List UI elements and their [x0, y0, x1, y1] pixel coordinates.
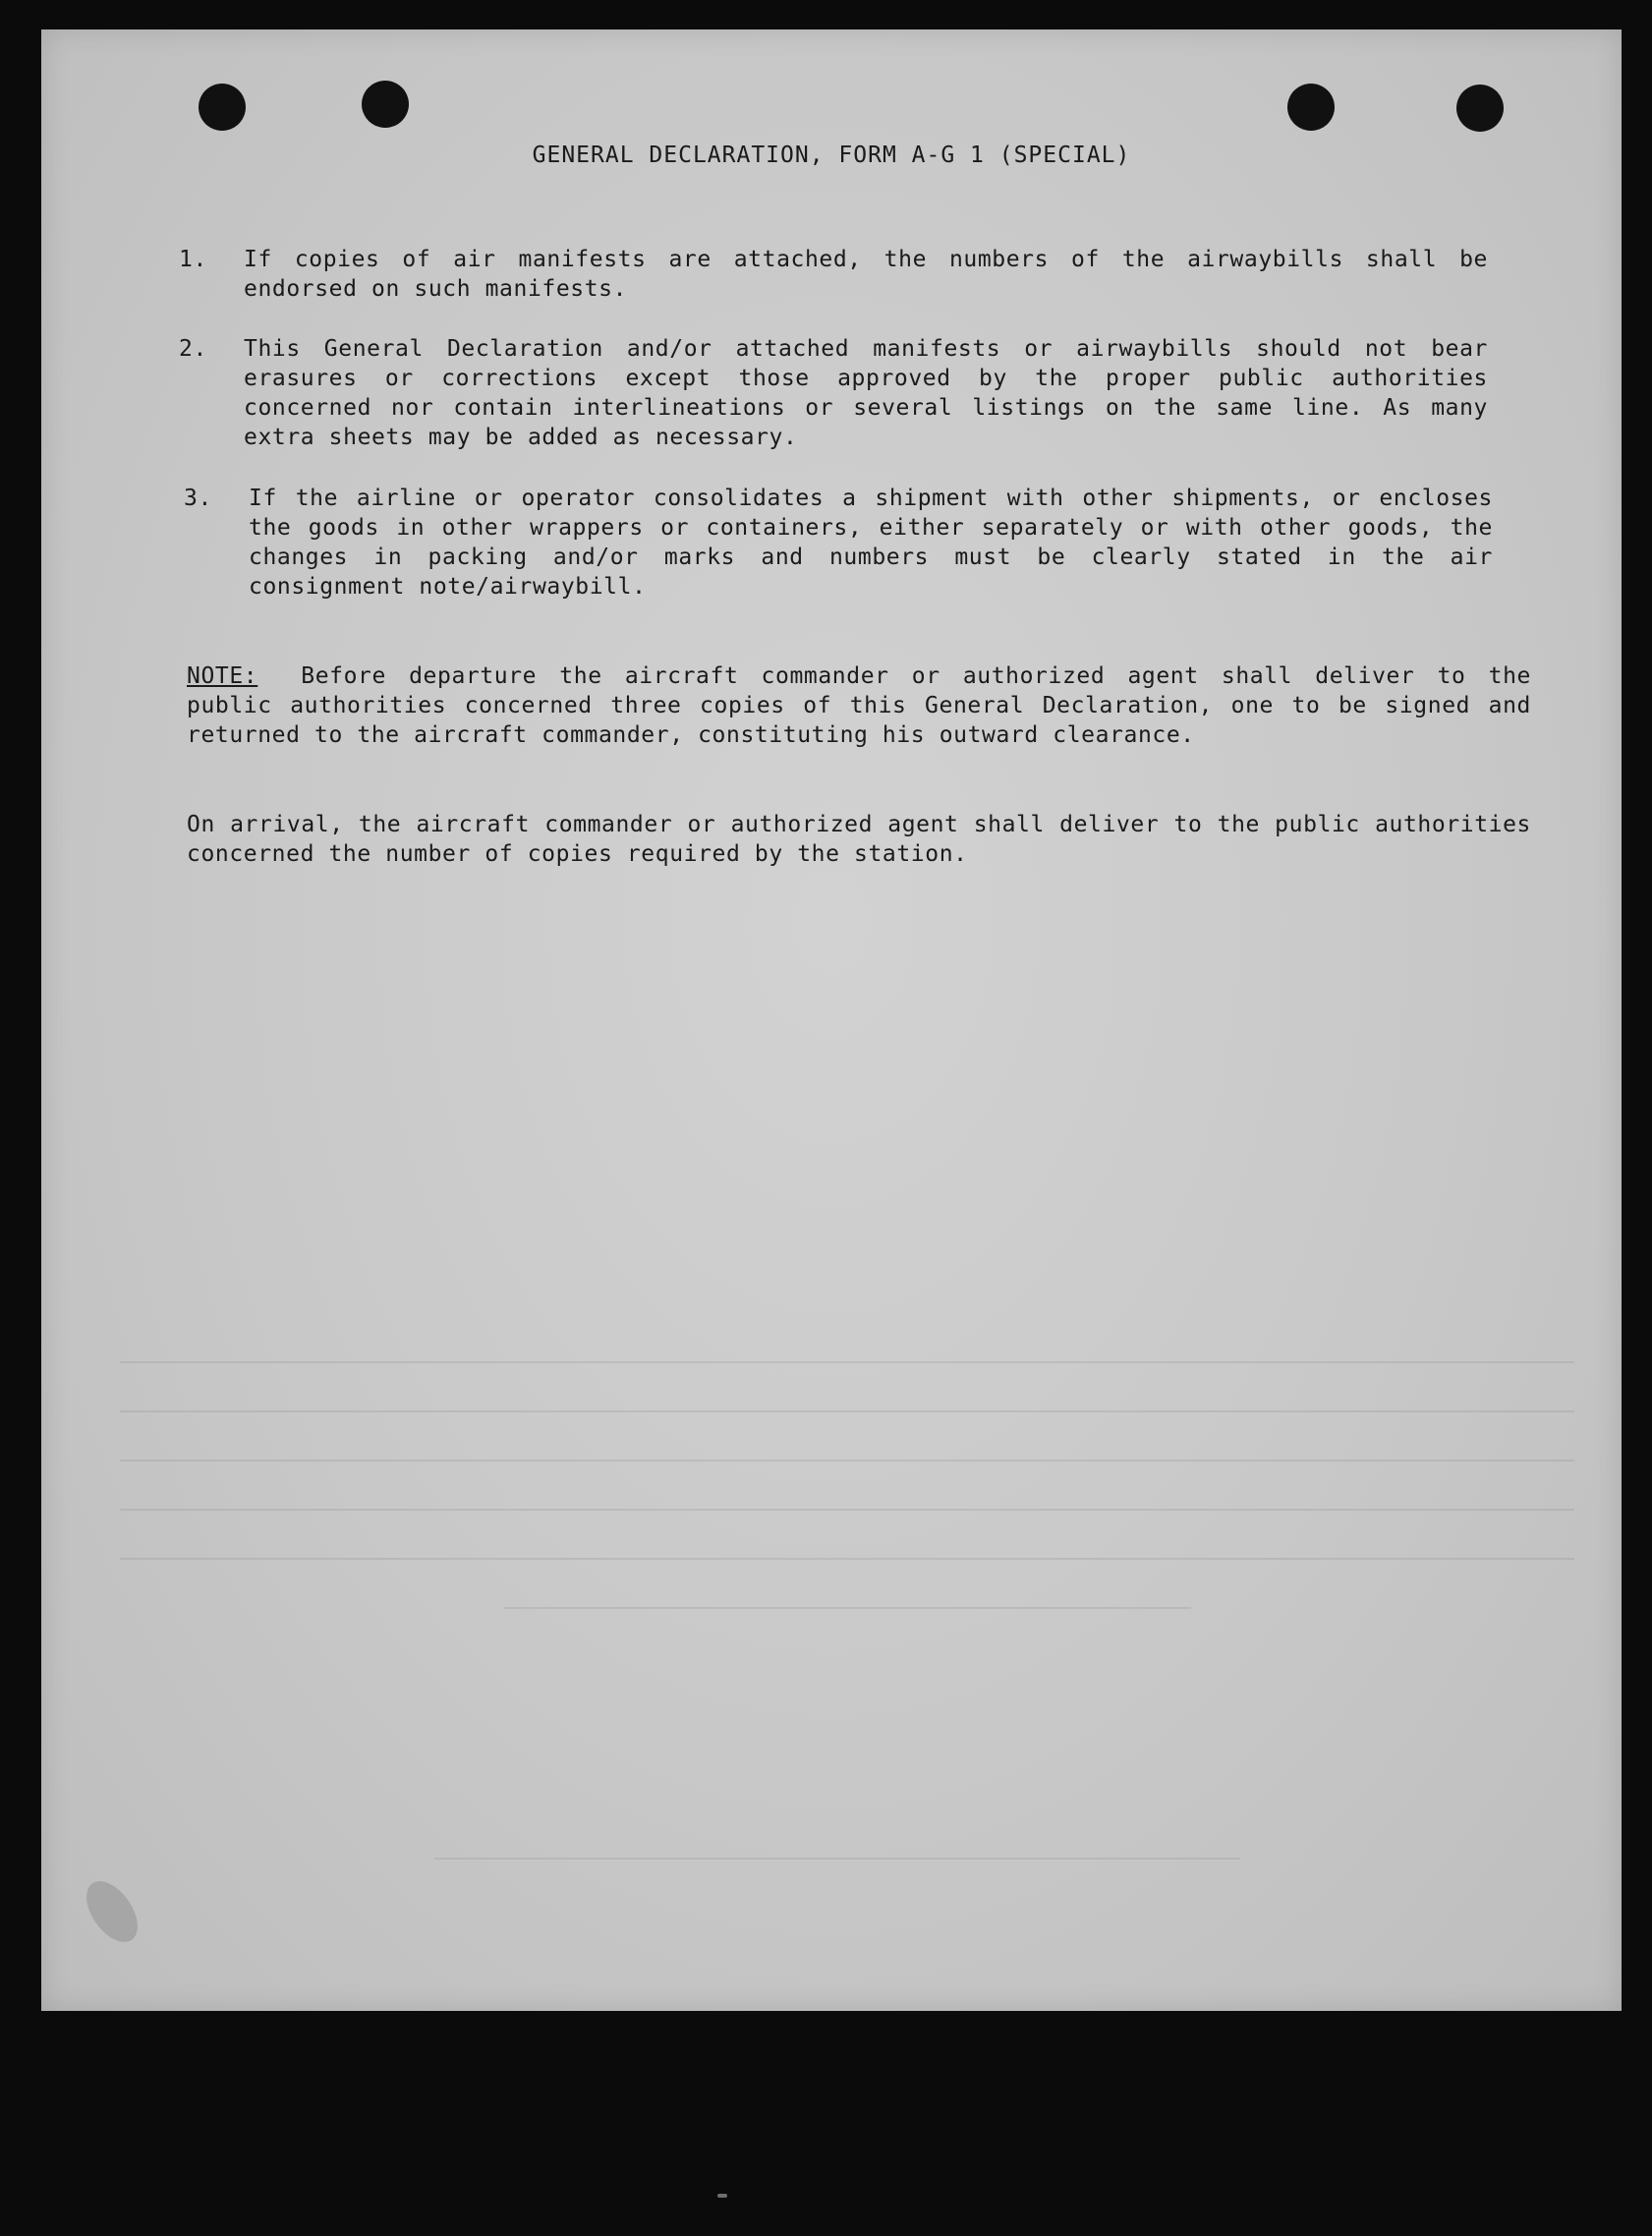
instruction-item-2: [179, 334, 1488, 452]
item-number: 1.: [179, 247, 207, 272]
document-page: [41, 29, 1622, 2011]
form-title: GENERAL DECLARATION, FORM A-G 1 (SPECIAL): [532, 143, 1131, 168]
page-smudge: [77, 1872, 148, 1951]
punch-hole-2: [362, 81, 409, 128]
bleed-through-line: [120, 1558, 1574, 1560]
bleed-through-line: [120, 1361, 1574, 1363]
instruction-item-3: [184, 484, 1493, 602]
bleed-through-line: [120, 1509, 1574, 1511]
punch-hole-1: [199, 84, 246, 131]
item-text: If copies of air manifests are attached, the numbers of the airwaybills shall be endorsed on such manifests.: [244, 247, 1488, 302]
bleed-through-line: [434, 1858, 1240, 1860]
bleed-through-line: [120, 1410, 1574, 1412]
arrival-paragraph: On arrival, the aircraft commander or authorized agent shall deliver to the public authorities concerned the number of copies required by the station.: [187, 812, 1531, 867]
bleed-through-line: [503, 1607, 1191, 1609]
item-text: This General Declaration and/or attached manifests or airwaybills should not bear erasures or corrections except those approved by the proper public authorities concerned nor contain interlineations or several listings on the same line. As many extra sheets may be added as necessary.: [244, 336, 1488, 450]
item-number: 3.: [184, 486, 212, 511]
punch-hole-3: [1287, 84, 1335, 131]
note-text: Before departure the aircraft commander or authorized agent shall deliver to the public authorities concerned three copies of this General Declaration, one to be signed and returned to the aircraft commander, constituting his outward clearance.: [187, 663, 1531, 748]
scan-artifact: [717, 2194, 727, 2198]
note-label: NOTE:: [187, 663, 258, 689]
item-text: If the airline or operator consolidates a shipment with other shipments, or encloses the goods in other wrappers or containers, either separately or with other goods, the changes in packing and/or marks and numbers must be clearly stated in the air consignment note/airwaybill.: [249, 486, 1493, 600]
punch-hole-4: [1456, 85, 1504, 132]
bleed-through-line: [120, 1460, 1574, 1462]
item-number: 2.: [179, 336, 207, 362]
note-paragraph: [187, 661, 1531, 750]
instruction-item-1: [179, 245, 1488, 304]
